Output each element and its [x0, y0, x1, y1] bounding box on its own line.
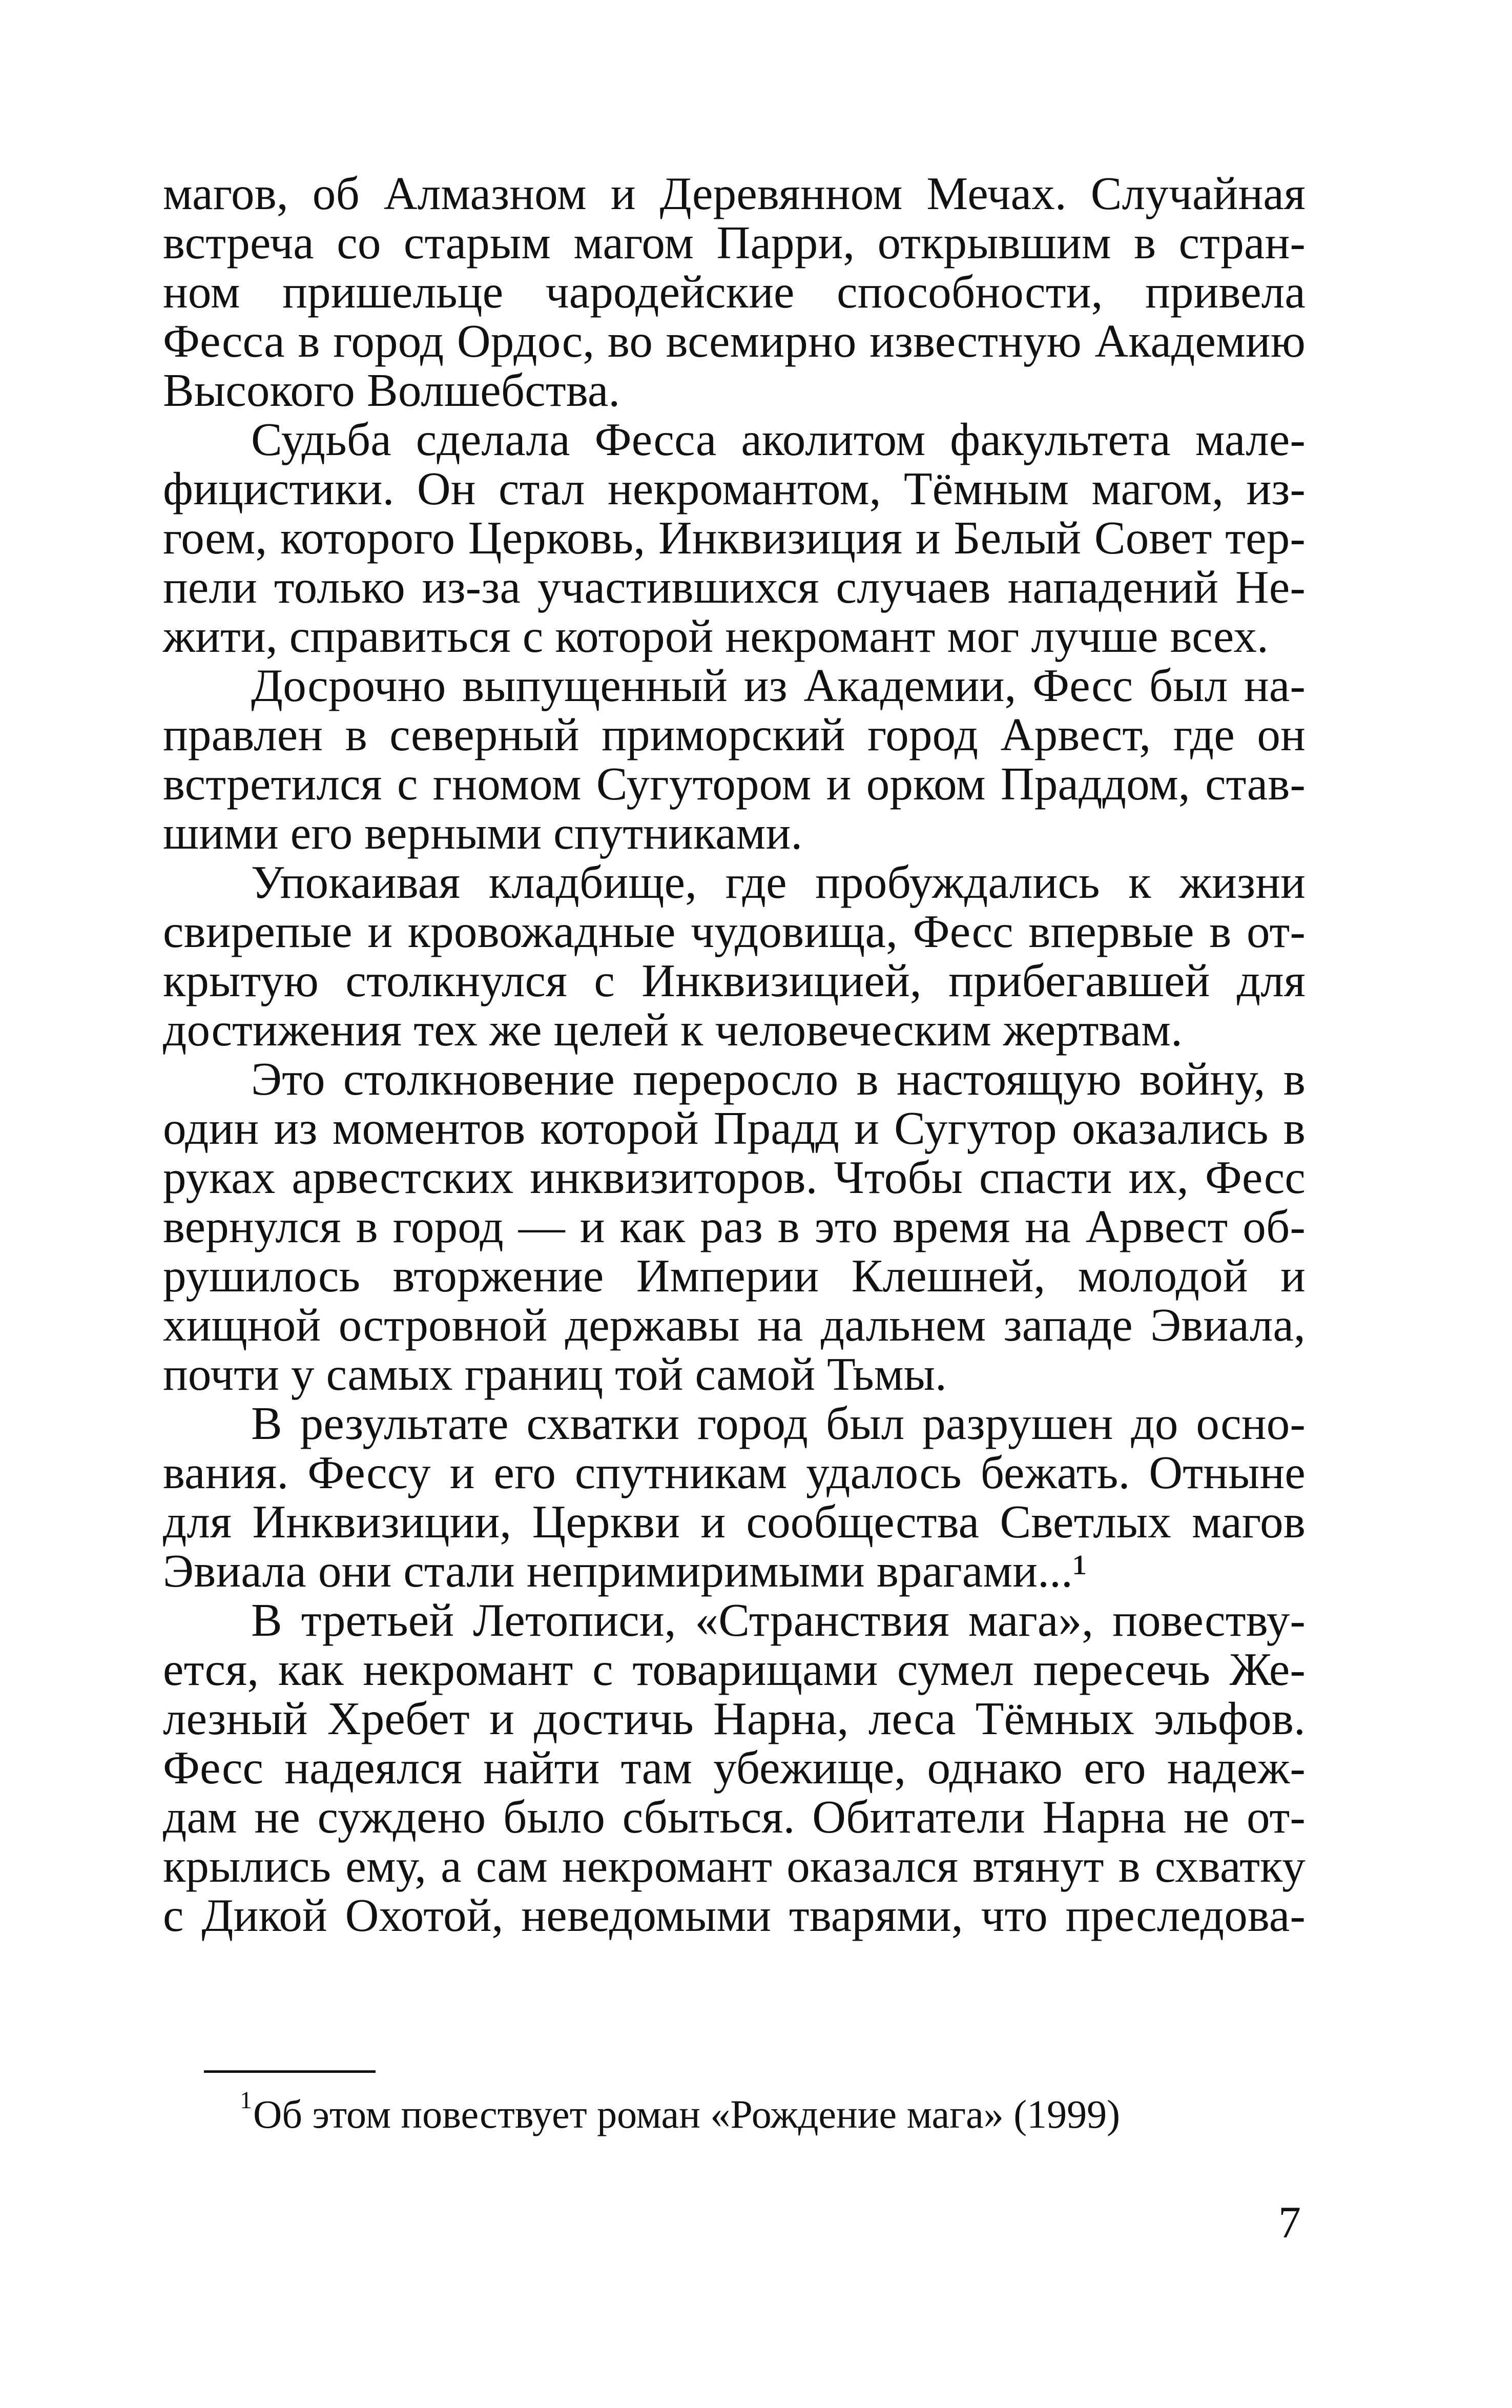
- text-line: встреча со старым магом Парри, открывшим в стран-: [163, 217, 1306, 269]
- text-line: один из моментов которой Прадд и Сугутор оказались в: [163, 1102, 1306, 1154]
- footnote-text: Об этом повествует роман «Рождение мага» (1999): [253, 2092, 1121, 2136]
- text-line: Досрочно выпущенный из Академии, Фесс был на-: [251, 660, 1306, 711]
- text-line: фицистики. Он стал некромантом, Тёмным магом, из-: [163, 463, 1306, 514]
- text-line: Это столкновение переросло в настоящую войну, в: [251, 1053, 1306, 1105]
- text-line: крытую столкнулся с Инквизицией, прибегавшей для: [163, 955, 1306, 1006]
- text-line: руках арвестских инквизиторов. Чтобы спасти их, Фесс: [163, 1151, 1306, 1203]
- text-line: встретился с гномом Сугутором и орком Праддом, став-: [163, 758, 1306, 810]
- text-line: жити, справиться с которой некромант мог лучше всех.: [163, 610, 1269, 662]
- text-line: дам не суждено было сбыться. Обитатели Нарна не от-: [163, 1791, 1306, 1843]
- text-line: Эвиала они стали непримиримыми врагами...¹: [163, 1545, 1087, 1597]
- text-line: свирепые и кровожадные чудовища, Фесс впервые в от-: [163, 905, 1306, 957]
- main-text: [163, 169, 1306, 1940]
- footnote: [240, 2087, 1121, 2145]
- text-line: шими его верными спутниками.: [163, 807, 803, 859]
- text-line: В результате схватки город был разрушен до осно-: [251, 1397, 1306, 1449]
- text-line: лезный Хребет и достичь Нарна, леса Тёмных эльфов.: [163, 1693, 1306, 1744]
- text-line: почти у самых границ той самой Тьмы.: [163, 1348, 947, 1400]
- text-line: Фесс надеялся найти там убежище, однако его надеж-: [163, 1742, 1306, 1794]
- text-line: крылись ему, а сам некромант оказался втянут в схватку: [163, 1840, 1306, 1892]
- text-line: с Дикой Охотой, неведомыми тварями, что преследова-: [163, 1889, 1306, 1941]
- text-line: достижения тех же целей к человеческим жертвам.: [163, 1004, 1183, 1056]
- text-line: Упокаивая кладбище, где пробуждались к жизни: [251, 856, 1306, 908]
- text-line: пели только из-за участившихся случаев нападений Не-: [163, 561, 1306, 613]
- text-line: для Инквизиции, Церкви и сообщества Светлых магов: [163, 1496, 1306, 1548]
- text-line: хищной островной державы на дальнем западе Эвиала,: [163, 1299, 1306, 1351]
- page-number: 7: [1278, 2198, 1301, 2248]
- text-line: Высокого Волшебства.: [163, 364, 620, 416]
- text-line: правлен в северный приморский город Арвест, где он: [163, 709, 1306, 760]
- text-line: Судьба сделала Фесса аколитом факультета мале-: [251, 414, 1306, 465]
- text-line: Фесса в город Ордос, во всемирно известную Академию: [163, 315, 1306, 367]
- text-line: вания. Фессу и его спутникам удалось бежать. Отныне: [163, 1447, 1306, 1498]
- text-line: вернулся в город — и как раз в это время на Арвест об-: [163, 1201, 1306, 1252]
- footnote-separator: [204, 2070, 376, 2073]
- text-line: магов, об Алмазном и Деревянном Мечах. Случайная: [163, 168, 1306, 219]
- text-line: В третьей Летописи, «Странствия мага», повеству-: [251, 1594, 1306, 1646]
- footnote-mark: 1: [240, 2087, 252, 2114]
- text-line: рушилось вторжение Империи Клешней, молодой и: [163, 1250, 1306, 1302]
- text-line: гоем, которого Церковь, Инквизиция и Белый Совет тер-: [163, 512, 1306, 564]
- text-line: ном пришельце чародейские способности, привела: [163, 266, 1306, 318]
- text-line: ется, как некромант с товарищами сумел пересечь Же-: [163, 1643, 1306, 1695]
